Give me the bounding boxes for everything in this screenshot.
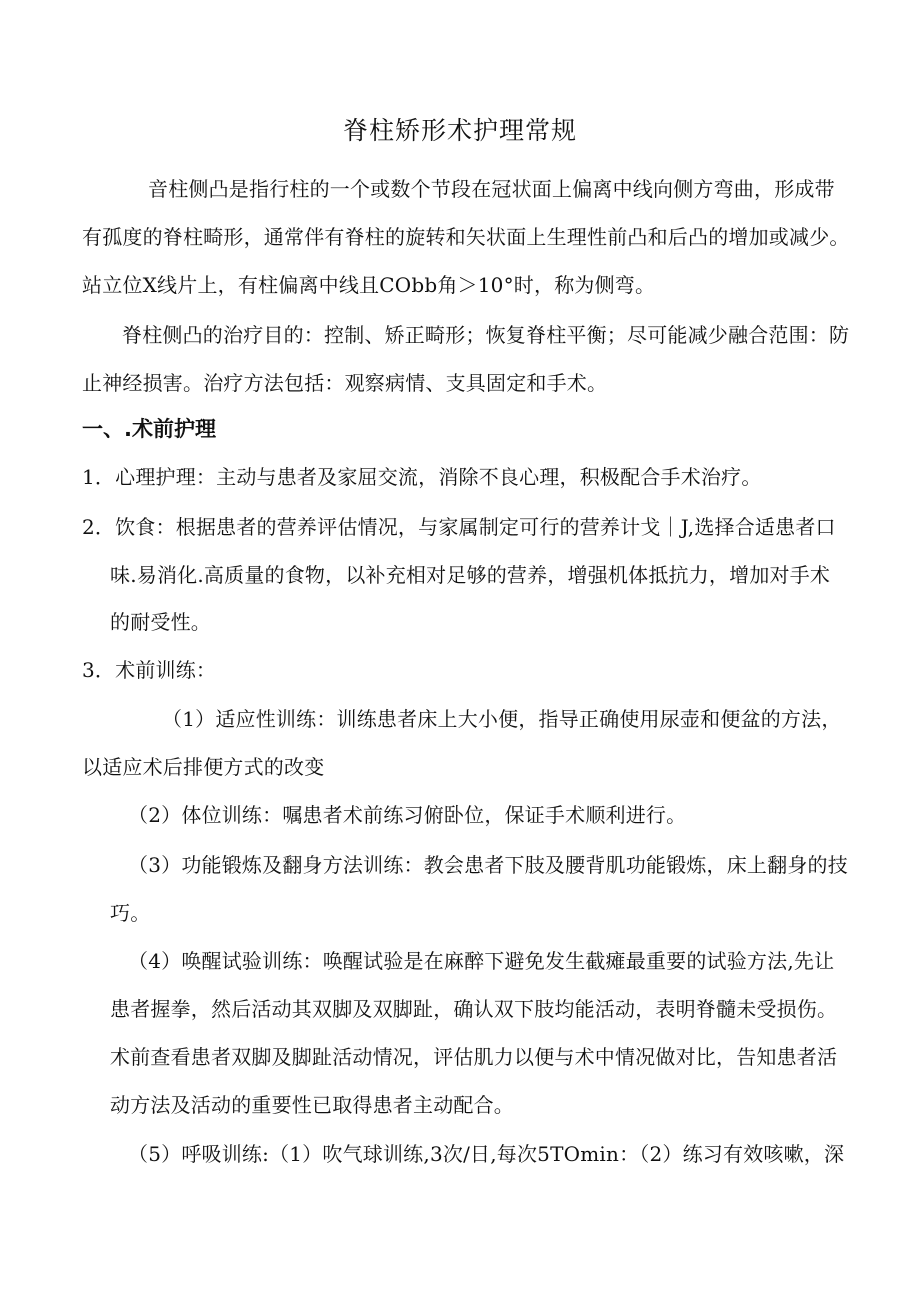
- intro-p1-line-1: 音柱侧凸是指行柱的一个或数个节段在冠状面上偏离中线向侧方弯曲，形成带: [148, 177, 835, 201]
- intro-p2-line-1: 脊柱侧凸的治疗目的：控制、矫正畸形；恢复脊柱平衡；尽可能减少融合范围：防: [122, 323, 850, 347]
- sub-4-wake-up-test-line-4: 动方法及活动的重要性已取得患者主动配合。: [110, 1093, 514, 1117]
- item-1-psychological-care: 1．心理护理：主动与患者及家屈交流，消除不良心理，积极配合手术治疗。: [82, 465, 762, 489]
- sub-4-wake-up-test-line-1: （4）唤醒试验训练：唤醒试验是在麻醉下避免发生截瘫最重要的试验方法,先让: [128, 949, 835, 973]
- sub-5-breathing-training: （5）呼吸训练:（1）吹气球训练,3次/日,每次5TOmin：（2）练习有效咳嗽，深: [128, 1142, 845, 1166]
- intro-p1-line-2: 有孤度的脊柱畸形，通常伴有脊柱的旋转和矢状面上生理性前凸和后凸的增加或减少。: [82, 225, 850, 249]
- intro-p1-line-3: 站立位X线片上，有柱偏离中线且CObb角＞10°时，称为侧弯。: [82, 273, 656, 297]
- document-title: 脊柱矫形术护理常规: [342, 116, 577, 145]
- sub-3-function-training-line-2: 巧。: [110, 901, 151, 925]
- item-2-diet-line-3: 的耐受性。: [110, 610, 211, 634]
- sub-1-adaptive-training-line-2: 以适应术后排便方式的改变: [82, 755, 325, 779]
- item-3-preop-training: 3．术前训练：: [82, 658, 217, 682]
- sub-4-wake-up-test-line-2: 患者握拳，然后活动其双脚及双脚趾，确认双下肢均能活动，表明脊髓未受损伤。: [110, 997, 838, 1021]
- sub-3-function-training-line-1: （3）功能锻炼及翻身方法训练：教会患者下肢及腰背肌功能锻炼，床上翻身的技: [128, 853, 848, 877]
- item-2-diet-line-1: 2．饮食：根据患者的营养评估情况，与家属制定可行的营养计戈｜J,选择合适患者口: [82, 515, 836, 539]
- sub-2-position-training: （2）体位训练：嘱患者术前练习俯卧位，保证手术顺利进行。: [128, 803, 687, 827]
- item-2-diet-line-2: 味.易消化.高质量的食物，以补充相对足够的营养，增强机体抵抗力，增加对手术: [110, 563, 831, 587]
- section-heading-preop: 一、.术前护理: [82, 417, 216, 441]
- intro-p2-line-2: 止神经损害。治疗方法包括：观察病情、支具固定和手术。: [82, 371, 608, 395]
- sub-4-wake-up-test-line-3: 术前查看患者双脚及脚趾活动情况，评估肌力以便与术中情况做对比，告知患者活: [110, 1045, 838, 1069]
- sub-1-adaptive-training-line-1: （1）适应性训练：训练患者床上大小便，指导正确使用尿壶和便盆的方法，: [162, 707, 842, 731]
